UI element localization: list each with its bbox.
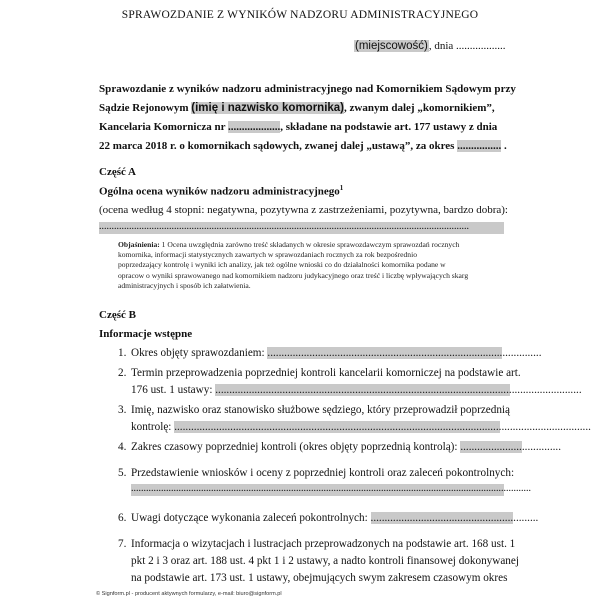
intro-paragraph [99, 80, 516, 156]
part-a-subheading: Ogólna ocena wyników nadzoru administracyjnego$^1$ [99, 184, 344, 198]
item-2-number: 2. [118, 367, 127, 379]
item-7-line-3: na podstawie art. 173 ust. 1 ustawy, obejmujących swym zakresem czasowym okres [131, 572, 508, 584]
item-2-line-2: 176 ust. 1 ustawy: ................................................................................................................................... [131, 384, 582, 396]
item-7-line-2: pkt 2 i 3 oraz art. 188 ust. 4 pkt 1 i 2 ustawy, a nadto kontroli finansowej dokonywanej [131, 555, 519, 567]
item-5-dots: ................................................................................................................................................................ [131, 483, 531, 494]
place-field[interactable]: (miejscowość) [355, 40, 428, 52]
part-a-heading: Część A [99, 166, 136, 178]
part-a-note: (ocena według 4 stopni: negatywna, pozytywna z zastrzeżeniami, pozytywna, bardzo dobra): [99, 204, 508, 216]
item-4: Zakres czasowy poprzedniej kontroli (okres objęty poprzednią kontrolą): .................................... [131, 441, 561, 453]
item-5-line-1: Przedstawienie wniosków i oceny z poprzedniej kontroli oraz zaleceń pokontrolnych: [131, 467, 515, 479]
item-3-number: 3. [118, 404, 127, 416]
item-3-field[interactable]: ..................................................................................................................................................... [174, 421, 591, 433]
document-title: SPRAWOZDANIE Z WYNIKÓW NADZORU ADMINISTRACYJNEGO [121, 9, 479, 21]
office-number-field[interactable]: ................... [228, 121, 281, 133]
explanations-label: Objaśnienia: [118, 240, 160, 249]
item-1-number: 1. [118, 347, 127, 359]
place-date-line [354, 40, 506, 52]
overall-assessment-dots: .................................................................................................................................................... [99, 221, 469, 232]
footnote-ref: 1 [339, 184, 344, 192]
intro-line-4: 22 marca 2018 r. o komornikach sądowych, zwanej dalej „ustawą”, za okres ................ . [99, 140, 507, 152]
item-6-field[interactable]: ............................................................ [370, 512, 539, 524]
item-3-line-1: Imię, nazwisko oraz stanowisko służbowe sędziego, który przeprowadził poprzednią [131, 404, 511, 416]
item-6: Uwagi dotyczące wykonania zaleceń pokontrolnych: ............................................................ [131, 512, 539, 524]
explanations: Objaśnienia: 1 Ocena uwzględnia zarówno treść składanych w okresie sprawozdawczym sprawozdań rocznych komornika, informacji statystycznych zawartych w sprawozdaniach rocznych za rok bezpośrednio poprzedzający kontrolę i wyniki ich analizy, jak też ogólne wnioski co do działalności komornika podane w opracow o wyniki sprawowanego nad komornikiem nadzoru judykacyjnego oraz treść i liczbę wpływających skarg administracyjnych i sposób ich załatwienia. [118, 240, 469, 290]
part-b-subheading: Informacje wstępne [99, 328, 193, 340]
item-5-number: 5. [118, 467, 127, 479]
item-1: Okres objęty sprawozdaniem: .................................................................................................. [131, 347, 542, 359]
bailiff-name-field[interactable]: (imię i nazwisko komornika) [191, 102, 345, 114]
intro-line-2: Sądzie Rejonowym (imię i nazwisko komornika), zwanym dalej „komornikiem”, [99, 102, 495, 114]
intro-line-3: Kancelaria Komornicza nr ..................., składane na podstawie art. 177 ustawy z dnia [99, 121, 498, 133]
item-4-number: 4. [118, 441, 127, 453]
item-2-line-1: Termin przeprowadzenia poprzedniej kontroli kancelarii komorniczej na podstawie art. [131, 367, 521, 379]
intro-line-1: Sprawozdanie z wyników nadzoru administracyjnego nad Komornikiem Sądowym przy [99, 83, 516, 95]
item-7-number: 7. [118, 538, 127, 550]
footer-copyright: © Signform.pl - producent aktywnych formularzy, e-mail: biuro@signform.pl [96, 591, 282, 597]
item-2-field[interactable]: ................................................................................................................................... [215, 384, 582, 396]
period-field[interactable]: ................ [457, 140, 502, 152]
item-1-field[interactable]: .................................................................................................. [267, 347, 542, 359]
item-3-line-2: kontrolę: ..................................................................................................................................................... [131, 421, 591, 433]
date-text: , dnia .................. [428, 40, 506, 52]
item-6-number: 6. [118, 512, 127, 524]
item-7-line-1: Informacja o wizytacjach i lustracjach przeprowadzonych na podstawie art. 168 ust. 1 [131, 538, 516, 550]
part-b-heading: Część B [99, 309, 136, 321]
item-4-field[interactable]: .................................... [460, 441, 561, 453]
